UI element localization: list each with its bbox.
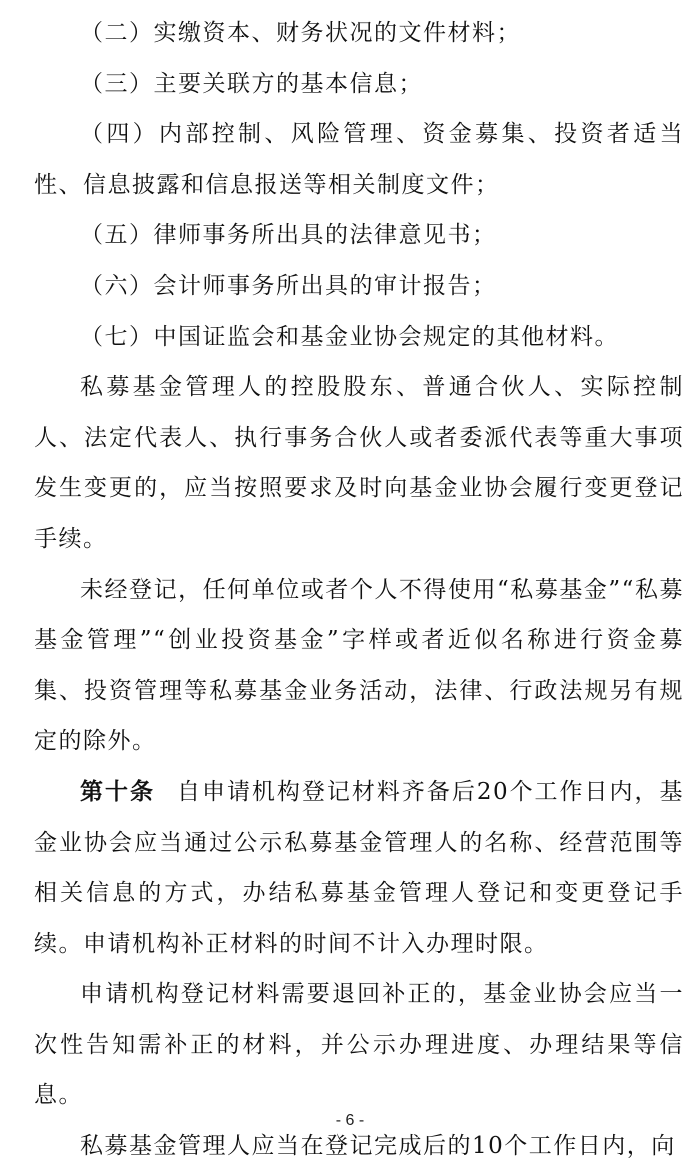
paragraph-change-registration: 私募基金管理人的控股股东、普通合伙人、实际控制人、法定代表人、执行事务合伙人或者委派代表等重大事项发生变更的，应当按照要求及时向基金业协会履行变更登记手续。 [34,374,684,552]
paragraph-unregistered-prohibition: 未经登记，任何单位或者个人不得使用“私募基金”“私募基金管理”“创业投资基金”字样或者近似名称进行资金募集、投资管理等私募基金业务活动，法律、行政法规另有规定的除外。 [34,576,684,755]
paragraph-item-2: （二）实缴资本、财务状况的文件材料； [80,20,521,46]
paragraph-item-6: （六）会计师事务所出具的审计报告； [80,272,497,299]
article-heading: 第十条 [80,778,155,805]
article-text: 自申请机构登记材料齐备后20个工作日内，基金业协会应当通过公示私募基金管理人的名称、经营范围等相关信息的方式，办结私募基金管理人登记和变更登记手续。申请机构补正材料的时间不计入办理时限。 [34,778,684,957]
paragraph-item-4: （四）内部控制、风险管理、资金募集、投资者适当性、信息披露和信息报送等相关制度文件； [34,121,684,198]
document-body [34,8,684,1172]
paragraph-post-registration: 私募基金管理人应当在登记完成后的10个工作日内，向 [80,1133,676,1160]
article-10-paragraph [34,767,684,969]
paragraph-correction-notice: 申请机构登记材料需要退回补正的，基金业协会应当一次性告知需补正的材料，并公示办理进度、办理结果等信息。 [34,981,684,1109]
paragraph-item-5: （五）律师事务所出具的法律意见书； [80,222,497,249]
paragraph-item-3: （三）主要关联方的基本信息； [80,70,423,97]
paragraph-item-7: （七）中国证监会和基金业协会规定的其他材料。 [80,323,619,350]
page-number: - 6 - [335,1112,365,1129]
